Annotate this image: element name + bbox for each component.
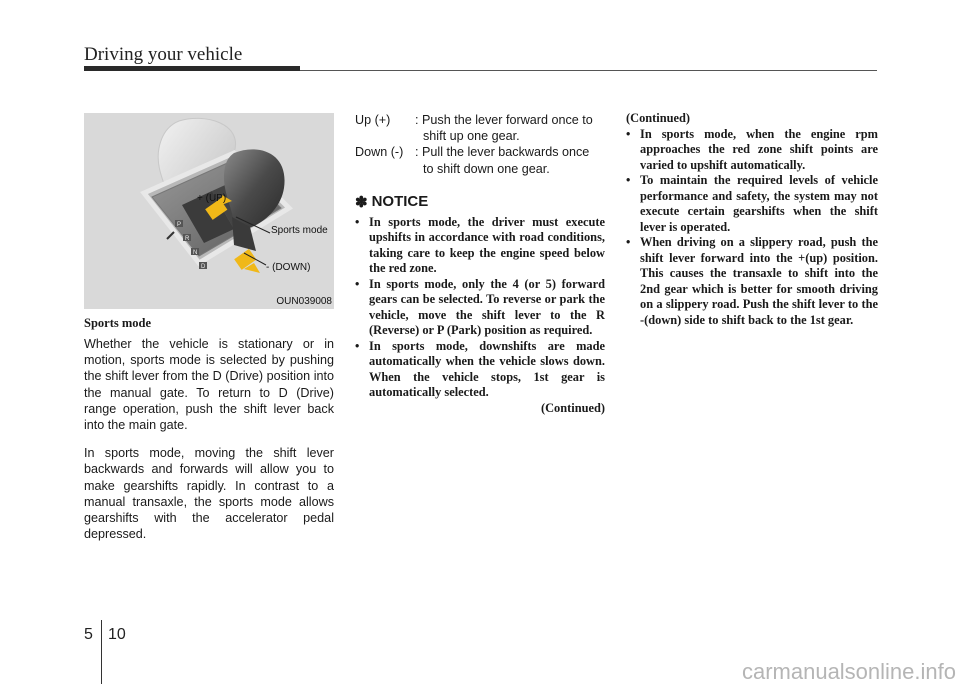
- svg-text:P: P: [177, 222, 182, 228]
- list-item: • In sports mode, the driver must execute upshifts in accordance with road conditions, taking care to keep the engine speed below the red zone.: [355, 214, 605, 276]
- right-column: [626, 111, 878, 328]
- list-item: • In sports mode, downshifts are made automatically when the vehicle slows down. When the vehicle stops, 1st gear is automatically selected.: [355, 338, 605, 400]
- down-definition: [355, 144, 605, 176]
- notice-title: NOTICE: [371, 193, 429, 211]
- up-label: + (UP): [197, 193, 227, 204]
- up-definition: [355, 112, 605, 144]
- shift-lever-illustration: [84, 113, 334, 309]
- down-label: - (DOWN): [266, 262, 311, 273]
- sports-mode-heading: Sports mode: [84, 316, 152, 330]
- list-item: • To maintain the required levels of vehicle performance and safety, the system may not execute certain gearshifts when the shift lever is operated.: [626, 173, 878, 234]
- sports-mode-label: Sports mode: [271, 225, 328, 236]
- up-text: : Push the lever forward once to shift up one gear.: [415, 113, 593, 144]
- asterisk-icon: ✽: [355, 193, 368, 211]
- continued-note: (Continued): [540, 400, 605, 415]
- svg-text:N: N: [193, 250, 198, 256]
- sports-mode-paragraph-2: In sports mode, moving the shift lever backwards and forwards will allow you to make gearshifts rapidly. In contrast to a manual transaxle, the sports mode allows gearshifts with the accelerator pedal depressed.: [84, 446, 334, 542]
- list-item: • In sports mode, when the engine rpm approaches the red zone shift points are varied to upshift automatically.: [626, 126, 878, 172]
- sports-mode-paragraph-1: Whether the vehicle is stationary or in motion, sports mode is selected by pushing the shift lever from the D (Drive) position into the manual gate. To return to D (Drive) range operation, push the shift lever back into the main gate.: [84, 337, 334, 433]
- list-item: • In sports mode, only the 4 (or 5) forward gears can be selected. To reverse or park the vehicle, move the shift lever to the R (Reverse) or P (Park) position as required.: [355, 276, 605, 338]
- footer-divider: [101, 620, 102, 684]
- svg-text:D: D: [201, 264, 206, 270]
- middle-column: [355, 112, 605, 416]
- notice-heading: [355, 193, 605, 211]
- page-number: 10: [108, 626, 126, 643]
- header-rule-light: [300, 70, 877, 71]
- down-text: : Pull the lever backwards once to shift down one gear.: [415, 145, 590, 176]
- left-column: [84, 316, 334, 542]
- figure-code: OUN039008: [276, 296, 332, 307]
- svg-text:R: R: [185, 236, 190, 242]
- page-header-title: Driving your vehicle: [84, 44, 243, 65]
- list-item: • When driving on a slippery road, push the shift lever forward into the +(up) position. This causes the transaxle to shift into the 2nd gear which is better for smooth driving on a slippery road. Push the shift lever to the -(down) side to shift back to the 1st gear.: [626, 235, 878, 327]
- header-rule-dark: [84, 66, 300, 71]
- continued-list: [626, 127, 878, 329]
- continued-heading: (Continued): [626, 111, 691, 125]
- watermark: carmanualsonline.info: [741, 659, 956, 684]
- section-number: 5: [84, 626, 93, 643]
- up-term: Up (+): [355, 113, 391, 127]
- notice-list: [355, 215, 605, 401]
- down-term: Down (-): [355, 145, 404, 160]
- shift-lever-figure: [84, 113, 334, 309]
